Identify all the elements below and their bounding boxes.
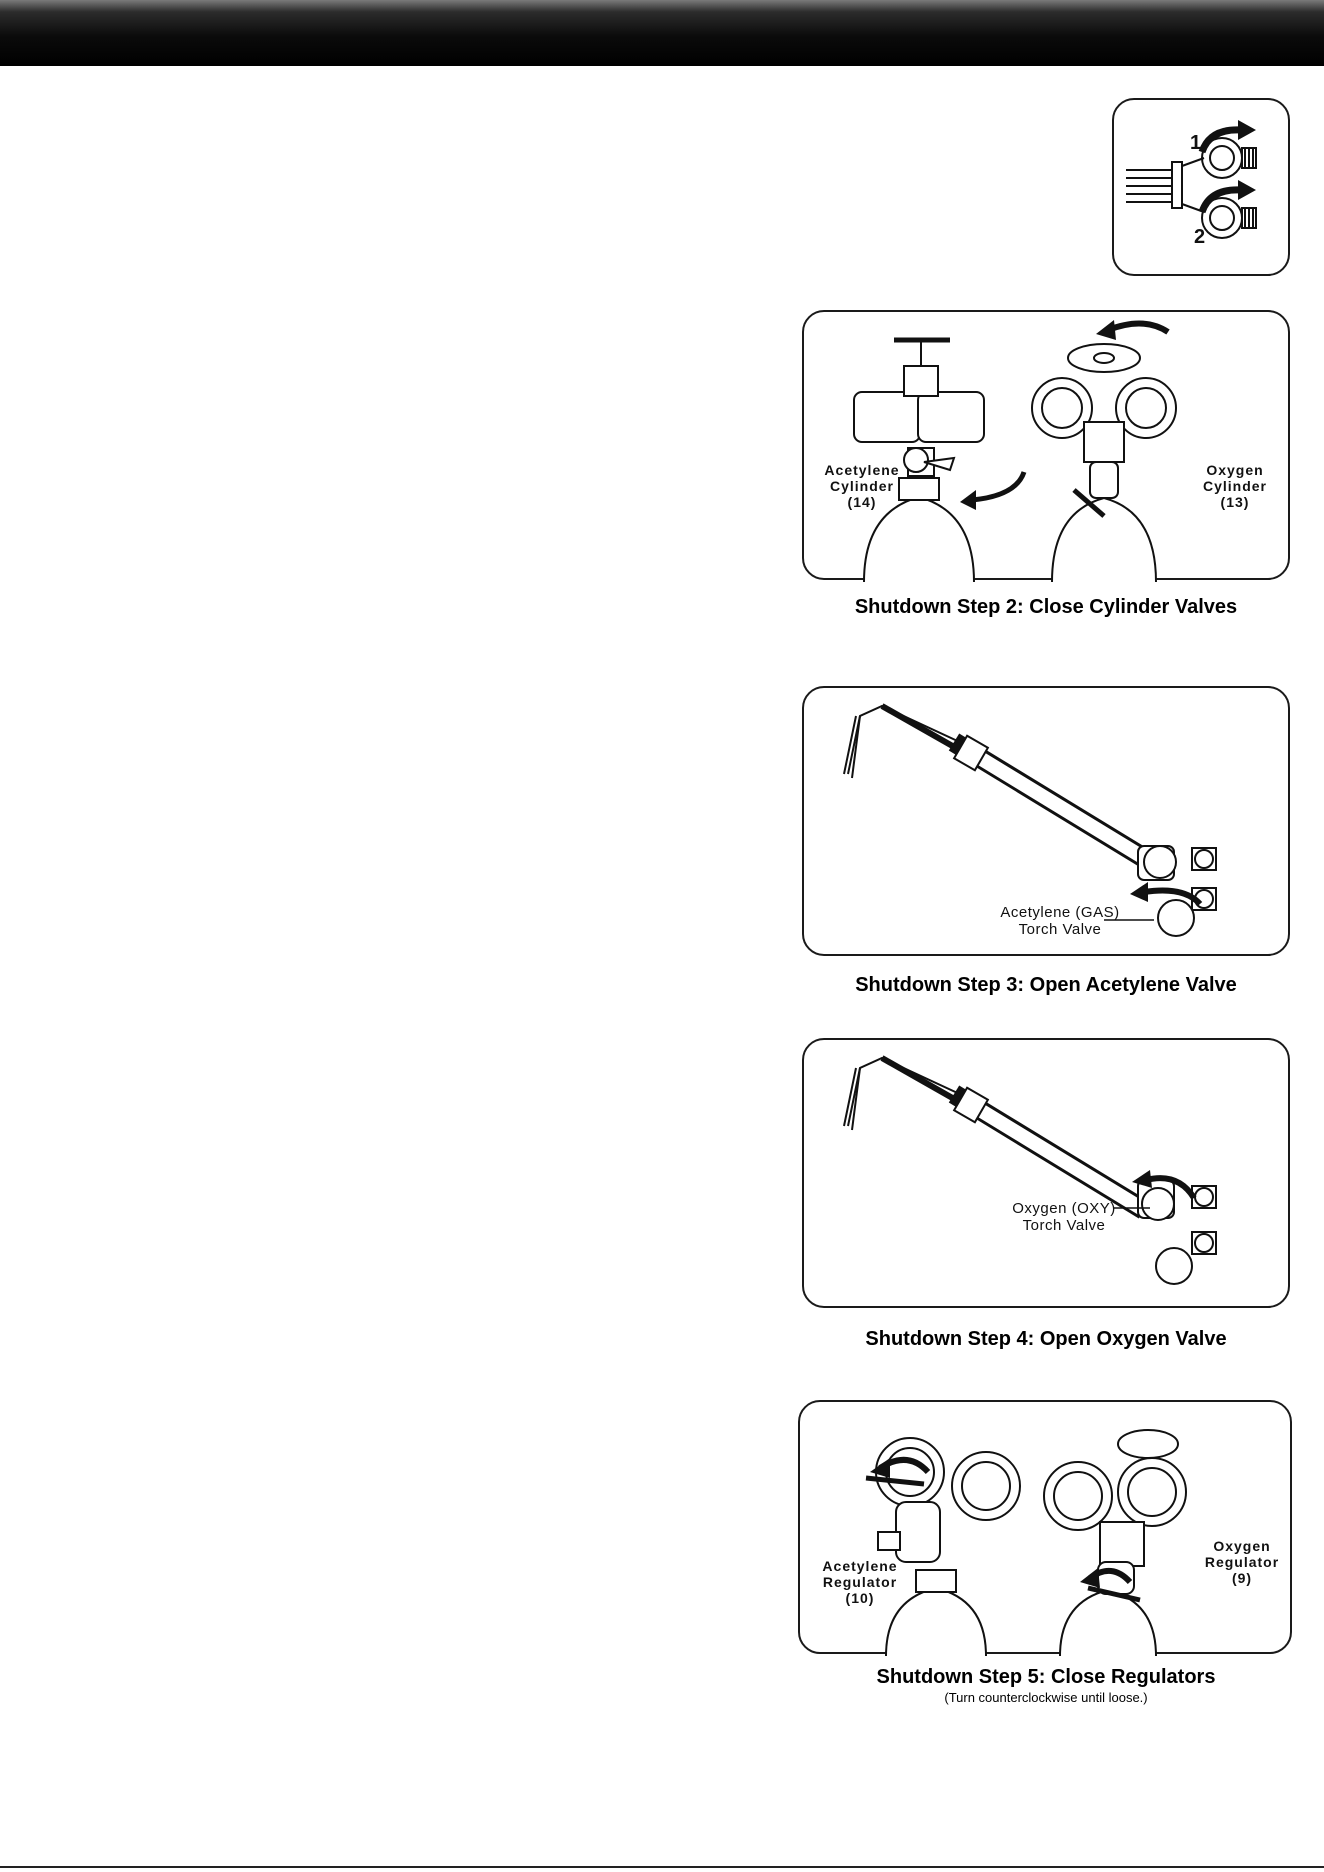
cylinder-valves-illustration [804,312,1292,582]
step3-torch-panel [802,686,1290,956]
header-bar [0,0,1324,66]
step2-cylinder-panel [802,310,1290,580]
step1-marker-2: 2 [1194,226,1207,248]
acetylene-torch-valve-label: Acetylene (GAS) Torch Valve [1000,904,1120,938]
step5-subcaption: (Turn counterclockwise until loose.) [944,1690,1148,1705]
step5-caption: Shutdown Step 5: Close Regulators [876,1666,1216,1688]
acetylene-regulator-label: Acetylene Regulator (10) [822,1558,898,1606]
step4-caption: Shutdown Step 4: Open Oxygen Valve [865,1328,1227,1350]
curved-arrow-icon [1202,120,1256,212]
regulators-illustration [800,1402,1294,1656]
torch-oxygen-valve-illustration [804,1040,1292,1310]
curved-arrow-icon [1130,882,1200,904]
step4-torch-panel [802,1038,1290,1308]
torch-valves-illustration [1114,100,1292,278]
oxygen-cylinder-label: Oxygen Cylinder (13) [1202,462,1267,510]
footer-rule [0,1866,1324,1868]
step5-regulators-panel [798,1400,1292,1654]
step2-caption: Shutdown Step 2: Close Cylinder Valves [854,596,1238,618]
acetylene-cylinder-label: Acetylene Cylinder (14) [824,462,900,510]
step3-caption: Shutdown Step 3: Open Acetylene Valve [855,974,1237,996]
step1-marker-1: 1 [1190,132,1203,154]
oxygen-torch-valve-label: Oxygen (OXY) Torch Valve [1012,1200,1116,1234]
oxygen-regulator-label: Oxygen Regulator (9) [1204,1538,1280,1586]
step1-valve-panel [1112,98,1290,276]
